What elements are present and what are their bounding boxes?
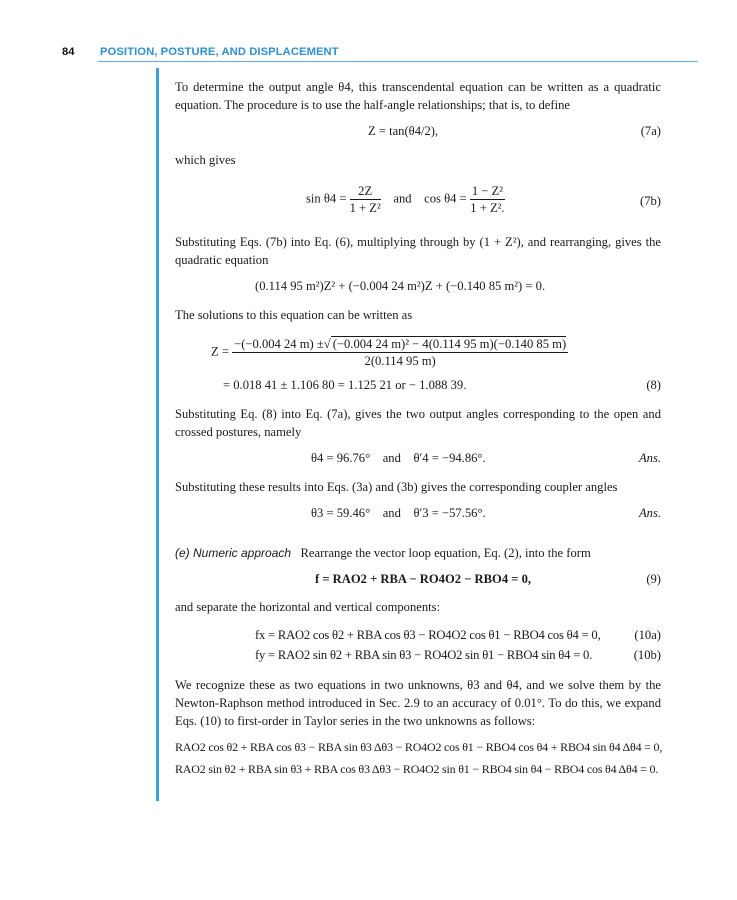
section-e-title: (e) Numeric approach	[175, 546, 292, 560]
cos-lhs: cos θ4 =	[424, 191, 467, 206]
equation-7a-number: (7a)	[640, 124, 661, 138]
paragraph-separate: and separate the horizontal and vertical components:	[175, 600, 441, 614]
equation-10b-number: (10b)	[633, 648, 661, 662]
quadratic-body: (0.114 95 m²)Z² + (−0.004 24 m²)Z + (−0.140 85 m²) = 0.	[255, 279, 546, 293]
section-e-text: Rearrange the vector loop equation, Eq. (2), into the form	[300, 546, 591, 560]
header-rule	[98, 61, 698, 62]
equation-8-fraction	[175, 334, 661, 374]
paragraph-substituting-8: Substituting Eq. (8) into Eq. (7a), gives the two output angles corresponding to the open and crossed postures, namely	[175, 407, 661, 439]
equation-9-number: (9)	[646, 572, 661, 586]
equation-theta3: θ3 = 59.46° and θ′3 = −57.56°. Ans.	[311, 506, 661, 520]
paragraph-which-gives: which gives	[175, 153, 236, 167]
page-header	[38, 44, 661, 64]
equation-taylor-1	[175, 738, 661, 756]
page-body	[175, 78, 661, 778]
cos-fraction: $\frac{\text{1 − Z²}}{\text{1 + Z².}}$	[470, 184, 505, 215]
equation-7a-body: Z = tan(θ4/2),	[368, 124, 439, 138]
equation-8-number: (8)	[646, 378, 661, 392]
equation-10a-body: fx = RAO2 cos θ2 + RBA cos θ3 − RO4O2 cos θ1 − RBO4 cos θ4 = 0,	[255, 628, 601, 642]
page-number: 84	[62, 46, 75, 58]
answer-label-theta4: Ans.	[638, 451, 661, 465]
equation-taylor-2	[175, 760, 661, 778]
equation-theta4: θ4 = 96.76° and θ′4 = −94.86°. Ans.	[311, 451, 661, 465]
equation-10b	[175, 646, 661, 664]
chapter-title: POSITION, POSTURE, AND DISPLACEMENT	[100, 46, 339, 58]
paragraph-solutions: The solutions to this equation can be written as	[175, 308, 413, 322]
eq8-sqrt: (−0.004 24 m)² − 4(0.114 95 m)(−0.140 85 m)	[332, 337, 567, 351]
equation-10a	[175, 626, 661, 644]
taylor-2-body: RAO2 sin θ2 + RBA sin θ3 + RBA cos θ3 Δθ3 − RO4O2 sin θ1 − RBO4 sin θ4 − RBO4 cos θ4 Δθ4 = 0.	[175, 762, 659, 776]
sin-fraction: $\frac{2Z}{\text{1 + Z²}}$	[349, 184, 381, 215]
equation-7b-body	[306, 183, 505, 216]
equation-7b-number: (7b)	[640, 194, 661, 208]
section-e	[175, 544, 661, 562]
equation-10b-body: fy = RAO2 sin θ2 + RBA sin θ3 − RO4O2 sin θ1 − RBO4 sin θ4 = 0.	[255, 648, 593, 662]
equation-7a	[175, 122, 661, 140]
paragraph-substituting-7b: Substituting Eqs. (7b) into Eq. (6), multiplying through by (1 + Z²), and rearranging, gives the quadratic equation	[175, 235, 661, 267]
paragraph-newton-raphson: We recognize these as two equations in two unknowns, θ3 and θ4, and we solve them by the Newton-Raphson method introduced in Sec. 2.9 to an accuracy of 0.01°. To do this, we expand Eqs. (10) to first-order in Taylor series in the two unknowns as follows:	[175, 678, 661, 728]
equation-10a-number: (10a)	[634, 628, 661, 642]
sin-lhs: sin θ4 =	[306, 191, 347, 206]
equation-9	[175, 570, 661, 588]
equation-7b	[175, 181, 661, 221]
paragraph-intro: To determine the output angle θ4, this transcendental equation can be written as a quadratic equation. The procedure is to use the half-angle relationships; that is, to define	[175, 80, 661, 112]
margin-bar	[156, 68, 159, 801]
eq8-lhs: Z =	[211, 344, 229, 359]
answer-label-theta3: Ans.	[638, 506, 661, 520]
equation-quadratic	[175, 277, 661, 295]
equation-9-body: f = RAO2 + RBA − RO4O2 − RBO4 = 0,	[315, 572, 532, 586]
taylor-1-body: RAO2 cos θ2 + RBA cos θ3 − RBA sin θ3 Δθ3 − RO4O2 cos θ1 − RBO4 cos θ4 + RBO4 sin θ4 Δθ4 = 0,	[175, 740, 663, 754]
equation-8	[175, 376, 661, 394]
and-word: and	[393, 191, 412, 206]
paragraph-coupler-angles: Substituting these results into Eqs. (3a) and (3b) gives the corresponding coupler angles	[175, 480, 618, 494]
eq8-fraction: $\frac{\text{−(−0.004 24 m) ±√ (−0.004 24 m)² − 4(0.114 95 m)(−0.140 85 m)}}{2(0.114 95 m)}$	[234, 337, 567, 368]
eq8-result: = 0.018 41 ± 1.106 80 = 1.125 21 or − 1.088 39.	[223, 378, 467, 392]
